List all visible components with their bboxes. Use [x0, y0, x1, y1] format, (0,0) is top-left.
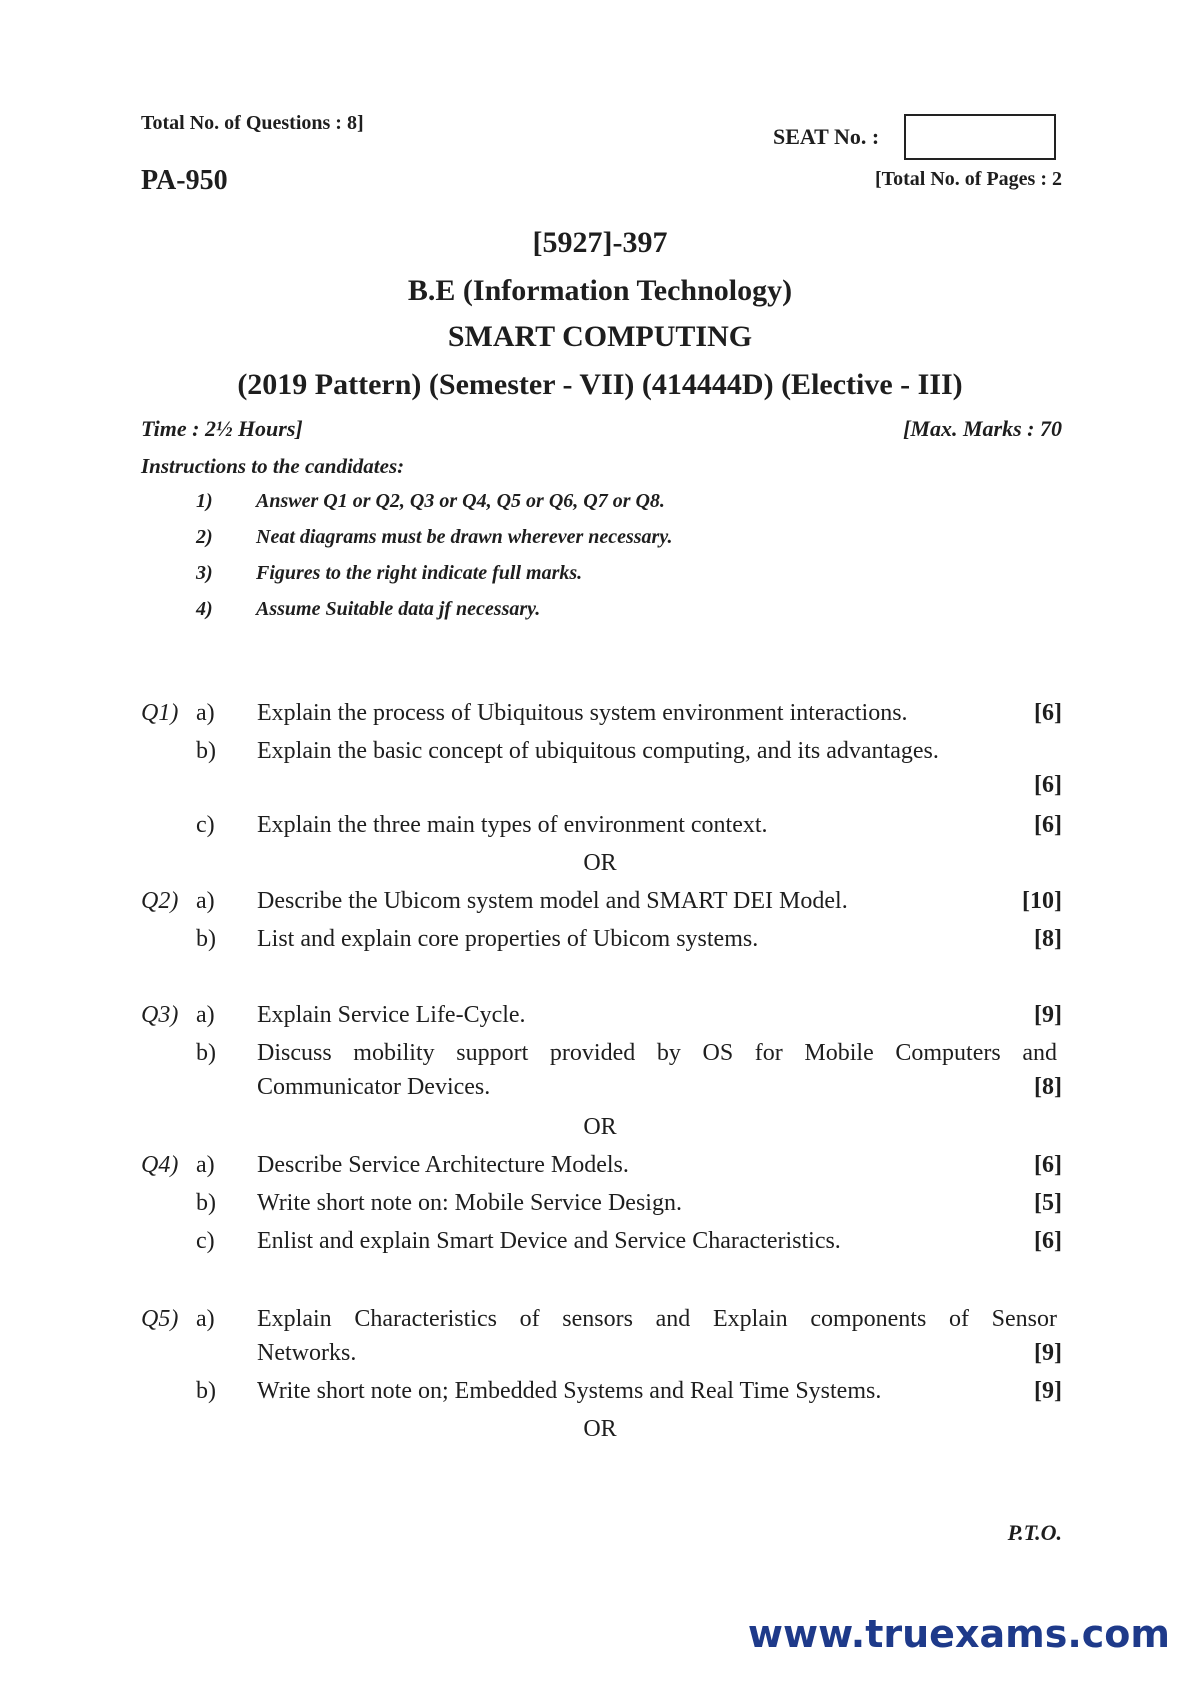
q1c-marks: [6]: [1034, 812, 1062, 838]
q3a-marks: [9]: [1034, 1002, 1062, 1028]
q3a-text: Explain Service Life-Cycle.: [257, 1002, 526, 1028]
total-pages: [Total No. of Pages : 2: [874, 168, 1062, 190]
total-questions: Total No. of Questions : 8]: [141, 112, 364, 134]
q4c-text: Enlist and explain Smart Device and Service Characteristics.: [257, 1228, 841, 1254]
or-separator: OR: [583, 1416, 617, 1442]
q3b-label: b): [196, 1040, 216, 1066]
q3a-label: a): [196, 1002, 215, 1028]
course-title: B.E (Information Technology): [407, 274, 793, 307]
q3b-text-line1: Discuss mobility support provided by OS for Mobile Computers and: [257, 1040, 1057, 1066]
q4a-label: a): [196, 1152, 215, 1178]
q5a-text-line2: Networks.: [257, 1340, 357, 1366]
q5-label: Q5): [141, 1306, 179, 1332]
q1c-text: Explain the three main types of environment context.: [257, 812, 768, 838]
q4c-marks: [6]: [1034, 1228, 1062, 1254]
watermark-url: www.truexams.com: [747, 1612, 1170, 1656]
instruction-item: 1) Answer Q1 or Q2, Q3 or Q4, Q5 or Q6, Q7 or Q8.: [196, 490, 665, 512]
instruction-item: 3) Figures to the right indicate full marks.: [196, 562, 583, 584]
q3-label: Q3): [141, 1002, 179, 1028]
q1a-marks: [6]: [1034, 700, 1062, 726]
subject-title: SMART COMPUTING: [447, 320, 753, 353]
q1b-marks: [6]: [1034, 772, 1062, 798]
q4b-label: b): [196, 1190, 216, 1216]
q1b-text: Explain the basic concept of ubiquitous computing, and its advantages.: [257, 738, 939, 764]
q2b-marks: [8]: [1034, 926, 1062, 952]
seat-label: SEAT No. :: [773, 124, 880, 149]
q5a-marks: [9]: [1034, 1340, 1062, 1366]
q5b-marks: [9]: [1034, 1378, 1062, 1404]
instruction-item: 4) Assume Suitable data jf necessary.: [196, 598, 541, 620]
q1-label: Q1): [141, 700, 179, 726]
pattern-line: (2019 Pattern) (Semester - VII) (414444D) (Elective - III): [237, 368, 963, 401]
pto-label: P.T.O.: [1007, 1520, 1062, 1545]
paper-code: PA-950: [141, 165, 228, 196]
q4-label: Q4): [141, 1152, 179, 1178]
instruction-item: 2) Neat diagrams must be drawn wherever necessary.: [196, 526, 673, 548]
q3b-marks: [8]: [1034, 1074, 1062, 1100]
q2a-marks: [10]: [1022, 888, 1062, 914]
q4a-marks: [6]: [1034, 1152, 1062, 1178]
q1c-label: c): [196, 812, 215, 838]
q2a-label: a): [196, 888, 215, 914]
q2b-label: b): [196, 926, 216, 952]
time-label: Time : 2½ Hours]: [141, 416, 303, 441]
q1a-text: Explain the process of Ubiquitous system environment interactions.: [257, 700, 908, 726]
exam-code: [5927]-397: [532, 226, 668, 259]
instructions-heading: Instructions to the candidates:: [141, 454, 405, 478]
q2-label: Q2): [141, 888, 179, 914]
q5a-text-line1: Explain Characteristics of sensors and Explain components of Sensor: [257, 1306, 1057, 1332]
q2a-text: Describe the Ubicom system model and SMART DEI Model.: [257, 888, 848, 914]
or-separator: OR: [583, 1114, 617, 1140]
max-marks: [Max. Marks : 70: [903, 416, 1062, 441]
q4b-marks: [5]: [1034, 1190, 1062, 1216]
or-separator: OR: [583, 850, 617, 876]
q4c-label: c): [196, 1228, 215, 1254]
q4a-text: Describe Service Architecture Models.: [257, 1152, 629, 1178]
q5b-label: b): [196, 1378, 216, 1404]
q2b-text: List and explain core properties of Ubicom systems.: [257, 926, 759, 952]
q5b-text: Write short note on; Embedded Systems and Real Time Systems.: [257, 1378, 882, 1404]
q5a-label: a): [196, 1306, 215, 1332]
seat-number-box: [904, 114, 1056, 160]
q1b-label: b): [196, 738, 216, 764]
q4b-text: Write short note on: Mobile Service Design.: [257, 1190, 682, 1216]
q3b-text-line2: Communicator Devices.: [257, 1074, 491, 1100]
q1a-label: a): [196, 700, 215, 726]
